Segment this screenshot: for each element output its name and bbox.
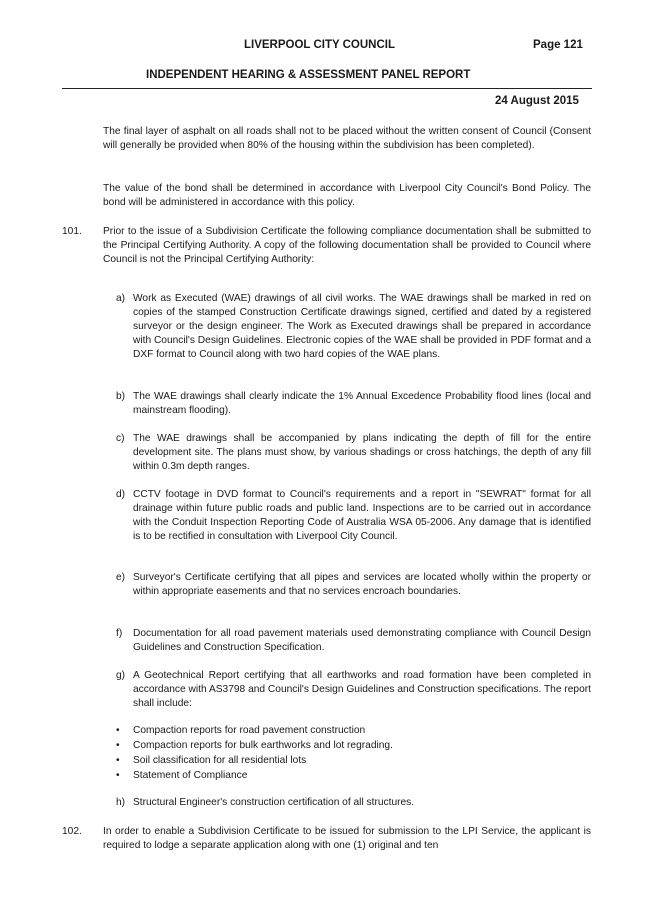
item-text-d: CCTV footage in DVD format to Council's requirements and a report in "SEWRAT" format for all drainage within future public roads and public land. Inspections are to be carried out in accordance with the Conduit Inspection Reporting Code of Australia WSA 05-2006. Any damage that is identified is to be rectified in consultation with Liverpool City Council. <box>133 489 591 542</box>
condition-number-101: 101. <box>62 226 82 237</box>
intro-paragraph-2: The value of the bond shall be determined in accordance with Liverpool City Council's Bond Policy. The bond will be administered in accordance with this policy. <box>103 183 591 208</box>
condition-101-text: Prior to the issue of a Subdivision Certificate the following compliance documentation shall be submitted to the Principal Certifying Authority. A copy of the following documentation shall be provided to Council where Council is not the Principal Certifying Authority: <box>103 226 591 265</box>
item-text-c: The WAE drawings shall be accompanied by plans indicating the depth of fill for the entire development site. The plans must show, by various shadings or cross hatchings, the depth of any fill within 0.3m depth ranges. <box>133 433 591 472</box>
report-title: INDEPENDENT HEARING & ASSESSMENT PANEL REPORT <box>146 69 471 81</box>
item-label-d: d) <box>116 489 126 500</box>
item-label-g: g) <box>116 670 126 681</box>
item-text-e: Surveyor's Certificate certifying that all pipes and services are located wholly within the property or within appropriate easements and that no services encroach boundaries. <box>133 572 591 597</box>
item-text-g: A Geotechnical Report certifying that all earthworks and road formation have been completed in accordance with AS3798 and Council's Design Guidelines and Construction specifications. The report shall include: <box>133 670 591 709</box>
bullet-text: Compaction reports for bulk earthworks and lot regrading. <box>133 740 393 751</box>
bullet-glyph: • <box>116 740 120 751</box>
item-label-h: h) <box>116 797 126 808</box>
item-text-f: Documentation for all road pavement materials used demonstrating compliance with Council Design Guidelines and Construction Specification. <box>133 628 591 653</box>
bullet-item <box>116 723 393 738</box>
geotechnical-report-bullet-list <box>116 723 393 783</box>
item-label-a: a) <box>116 293 126 304</box>
item-text-b: The WAE drawings shall clearly indicate the 1% Annual Excedence Probability flood lines (local and mainstream flooding). <box>133 391 591 416</box>
bullet-text: Soil classification for all residential lots <box>133 755 307 766</box>
bullet-item <box>116 738 393 753</box>
bullet-glyph: • <box>116 725 120 736</box>
item-label-c: c) <box>116 433 125 444</box>
page-number: Page 121 <box>533 39 583 51</box>
intro-paragraph-1: The final layer of asphalt on all roads shall not to be placed without the written consent of Council (Consent will generally be provided when 80% of the housing within the subdivision has been completed). <box>103 126 591 151</box>
item-text-h: Structural Engineer's construction certification of all structures. <box>133 797 415 808</box>
item-label-e: e) <box>116 572 126 583</box>
item-label-f: f) <box>116 628 123 639</box>
bullet-glyph: • <box>116 755 120 766</box>
report-date: 24 August 2015 <box>495 95 579 107</box>
bullet-text: Compaction reports for road pavement construction <box>133 725 366 736</box>
bullet-item <box>116 768 393 783</box>
council-name: LIVERPOOL CITY COUNCIL <box>244 39 396 51</box>
item-label-b: b) <box>116 391 126 402</box>
header-rule <box>62 88 592 89</box>
item-text-a: Work as Executed (WAE) drawings of all civil works. The WAE drawings shall be marked in red on copies of the stamped Construction Certificate drawings signed, certified and dated by a registered surveyor or the design engineer. The Work as Executed drawings shall be prepared in accordance with Council's Design Guidelines. Electronic copies of the WAE shall be provided in PDF format and a DXF format to Council along with two hard copies of the WAE plans. <box>133 293 591 360</box>
condition-102-text: In order to enable a Subdivision Certificate to be issued for submission to the LPI Service, the applicant is required to lodge a separate application along with one (1) original and ten <box>103 826 591 851</box>
condition-number-102: 102. <box>62 826 82 837</box>
bullet-text: Statement of Compliance <box>133 770 248 781</box>
bullet-item <box>116 753 393 768</box>
bullet-glyph: • <box>116 770 120 781</box>
